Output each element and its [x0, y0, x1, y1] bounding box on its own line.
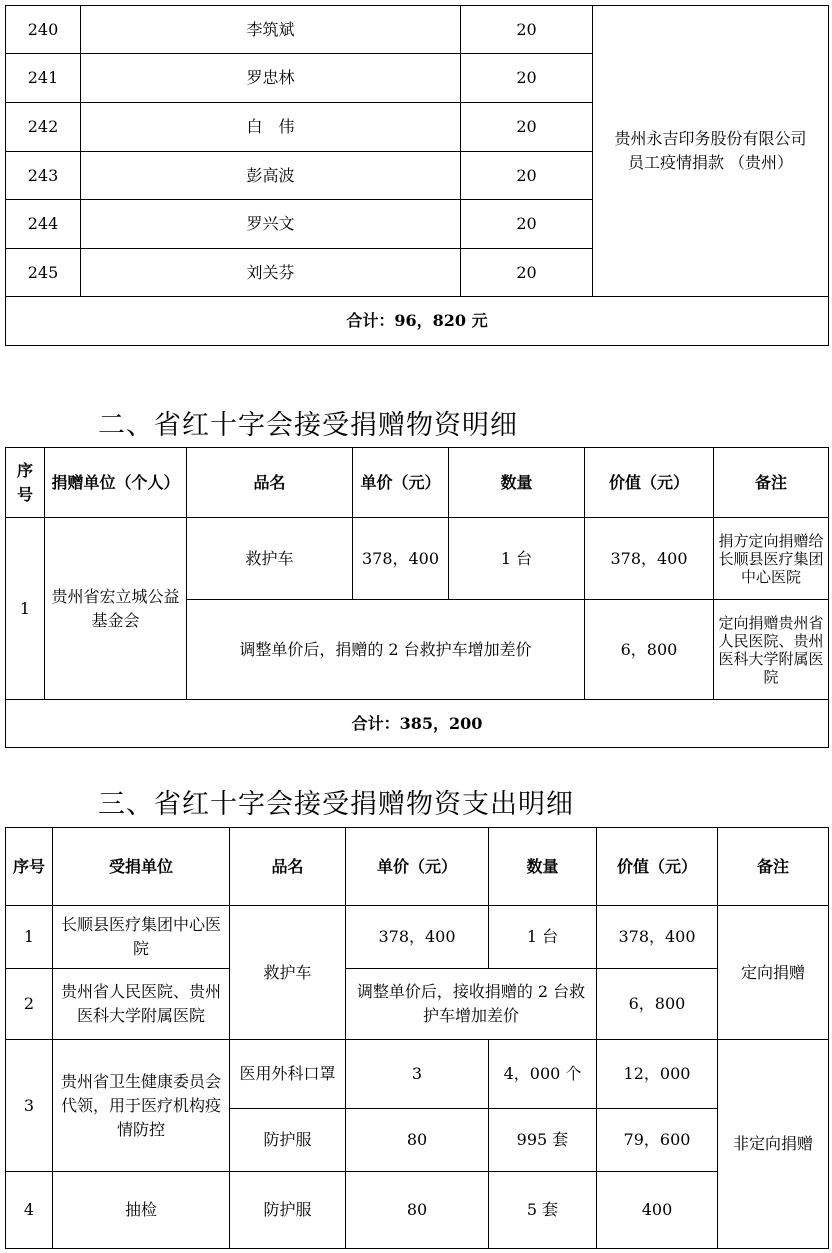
item-name: 救护车: [230, 906, 346, 1040]
unit-price: 378，400: [346, 906, 489, 969]
donation-note-line1: 贵州永吉印务股份有限公司: [614, 129, 807, 148]
item-value: 378，400: [597, 906, 718, 969]
header-remark: 备注: [718, 828, 829, 906]
section-title: 三、省红十字会接受捐赠物资支出明细: [98, 789, 574, 820]
header-row: [6, 448, 829, 518]
table-row: [6, 1172, 829, 1249]
item-name: 防护服: [230, 1109, 346, 1172]
donation-note-line2: 员工疫情捐款 （贵州）: [627, 153, 794, 172]
row-number: 4: [6, 1172, 53, 1249]
quantity: 1 台: [489, 906, 597, 969]
table-row: [6, 6, 829, 54]
row-number: 3: [6, 1040, 53, 1172]
row-number: 2: [6, 969, 53, 1040]
header-item: 品名: [187, 448, 353, 518]
header-value: 价值（元）: [585, 448, 714, 518]
donation-amount: 20: [461, 103, 593, 152]
header-donor: 捐赠单位（个人）: [45, 448, 187, 518]
donor-name: 彭高波: [81, 152, 461, 200]
table-row: [6, 906, 829, 969]
header-unit-price: 单价（元）: [353, 448, 449, 518]
header-qty: 数量: [449, 448, 585, 518]
row-number: 1: [6, 906, 53, 969]
donor-name: 贵州省宏立城公益基金会: [45, 518, 187, 700]
unit-price: 3: [346, 1040, 489, 1109]
section-title: 二、省红十字会接受捐赠物资明细: [98, 410, 518, 441]
total-row: [6, 297, 829, 346]
total-row: [6, 700, 829, 748]
donor-name: 白 伟: [81, 103, 461, 152]
row-number: 244: [6, 200, 81, 249]
total-amount: 合计：96，820 元: [6, 297, 829, 346]
quantity: 995 套: [489, 1109, 597, 1172]
header-item: 品名: [230, 828, 346, 906]
header-no: 序号: [6, 828, 53, 906]
adjustment-value: 6，800: [585, 600, 714, 700]
donor-name: 李筑斌: [81, 6, 461, 54]
unit-price: 378，400: [353, 518, 449, 600]
donation-amount: 20: [461, 152, 593, 200]
row-number: 245: [6, 249, 81, 297]
row-number: 242: [6, 103, 81, 152]
expenditure-table: [5, 827, 829, 1249]
donor-name: 罗忠林: [81, 54, 461, 103]
table-row: [6, 969, 829, 1040]
recipient-name: 贵州省卫生健康委员会代领，用于医疗机构疫情防控: [53, 1040, 230, 1172]
quantity: 5 套: [489, 1172, 597, 1249]
header-value: 价值（元）: [597, 828, 718, 906]
unit-price: 80: [346, 1172, 489, 1249]
quantity: 1 台: [449, 518, 585, 600]
recipient-name: 抽检: [53, 1172, 230, 1249]
remark: 非定向捐赠: [718, 1040, 829, 1249]
quantity: 4，000 个: [489, 1040, 597, 1109]
item-value: 378，400: [585, 518, 714, 600]
header-no: 序号: [6, 448, 45, 518]
donation-amount: 20: [461, 6, 593, 54]
donation-note: [593, 6, 829, 297]
table-row: [6, 1040, 829, 1109]
item-value: 12，000: [597, 1040, 718, 1109]
row-number: 1: [6, 518, 45, 700]
header-unit-price: 单价（元）: [346, 828, 489, 906]
donor-name: 刘关芬: [81, 249, 461, 297]
donation-amount: 20: [461, 249, 593, 297]
total-amount: 合计：385，200: [6, 700, 829, 748]
item-value: 400: [597, 1172, 718, 1249]
donation-list-table: [5, 5, 829, 346]
header-remark: 备注: [714, 448, 829, 518]
recipient-name: 贵州省人民医院、贵州医科大学附属医院: [53, 969, 230, 1040]
adjustment-value: 6，800: [597, 969, 718, 1040]
row-number: 240: [6, 6, 81, 54]
adjustment-remark: 定向捐赠贵州省人民医院、贵州医科大学附属医院: [714, 600, 829, 700]
item-name: 防护服: [230, 1172, 346, 1249]
item-name: 救护车: [187, 518, 353, 600]
row-number: 243: [6, 152, 81, 200]
row-number: 241: [6, 54, 81, 103]
header-qty: 数量: [489, 828, 597, 906]
remark: 捐方定向捐赠给长顺县医疗集团中心医院: [714, 518, 829, 600]
header-row: [6, 828, 829, 906]
donor-name: 罗兴文: [81, 200, 461, 249]
header-recipient: 受捐单位: [53, 828, 230, 906]
adjustment-text: 调整单价后，接收捐赠的 2 台救护车增加差价: [346, 969, 597, 1040]
table-row: [6, 518, 829, 600]
remark: 定向捐赠: [718, 906, 829, 1040]
unit-price: 80: [346, 1109, 489, 1172]
donation-amount: 20: [461, 200, 593, 249]
received-goods-table: [5, 447, 829, 748]
adjustment-text: 调整单价后，捐赠的 2 台救护车增加差价: [187, 600, 585, 700]
item-name: 医用外科口罩: [230, 1040, 346, 1109]
recipient-name: 长顺县医疗集团中心医院: [53, 906, 230, 969]
item-value: 79，600: [597, 1109, 718, 1172]
donation-amount: 20: [461, 54, 593, 103]
